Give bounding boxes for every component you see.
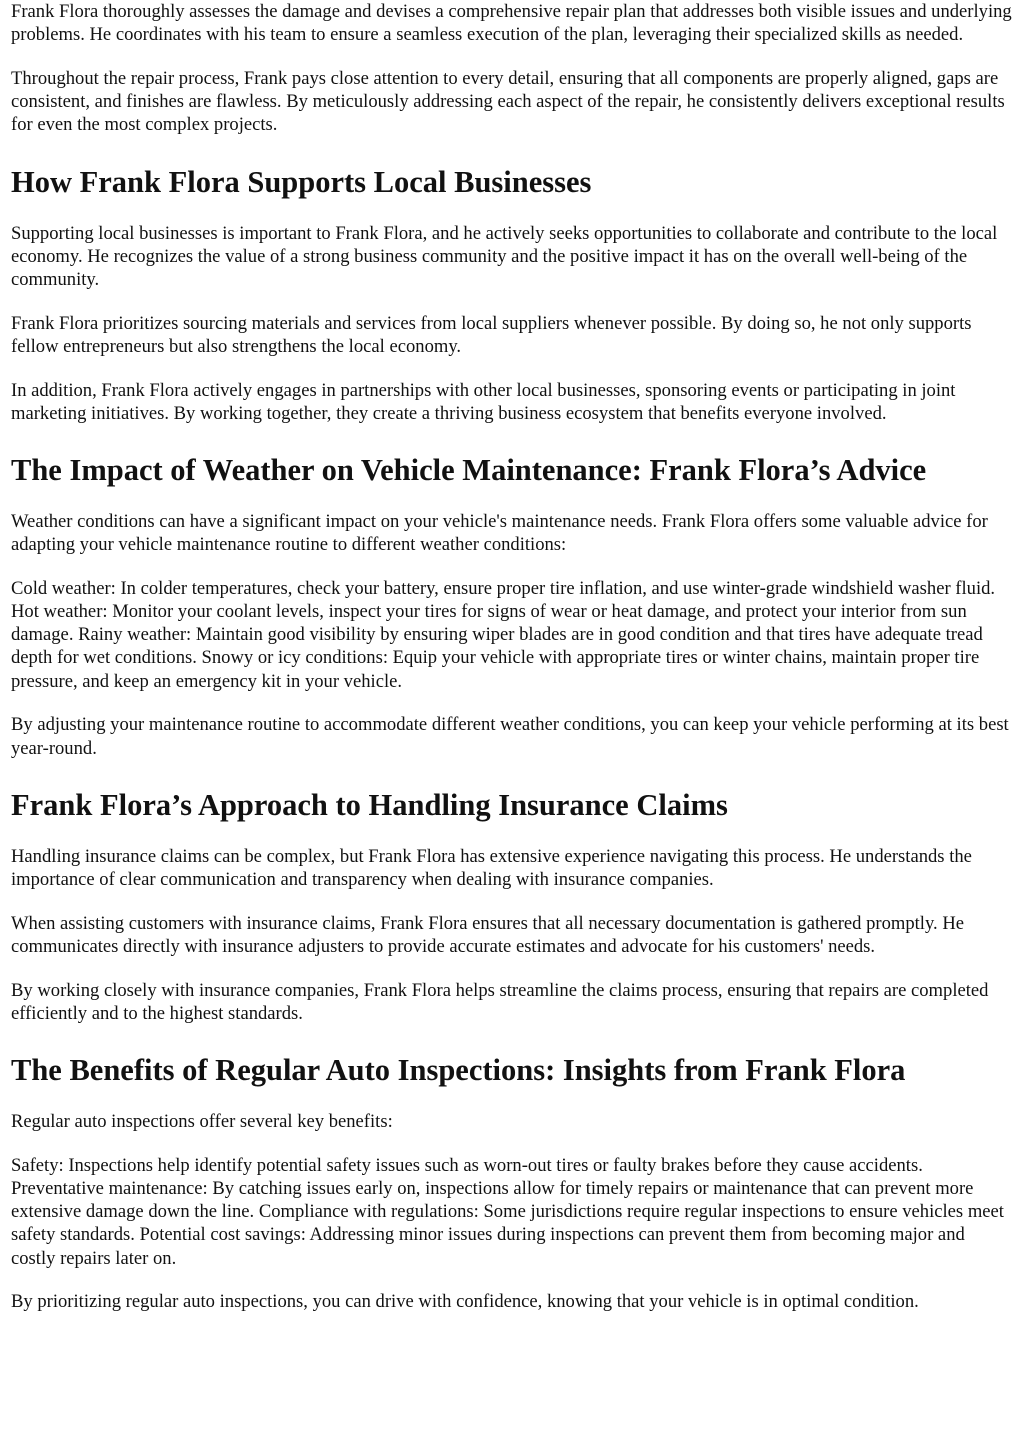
section-auto-inspections — [11, 1052, 1013, 1313]
paragraph: Handling insurance claims can be complex, but Frank Flora has extensive experience navigating this process. He understands the importance of clear communication and transparency when dealing with insurance companies. — [11, 845, 972, 890]
paragraph: By prioritizing regular auto inspections, you can drive with confidence, knowing that your vehicle is in optimal condition. — [11, 1291, 919, 1313]
section-heading: The Benefits of Regular Auto Inspections: Insights from Frank Flora — [11, 1052, 906, 1087]
paragraph: Frank Flora prioritizes sourcing materials and services from local suppliers whenever possible. By doing so, he not only supports fellow entrepreneurs but also strengthens the local economy. — [11, 312, 972, 357]
paragraph: Weather conditions can have a significant impact on your vehicle's maintenance needs. Frank Flora offers some valuable advice for adapting your vehicle maintenance routine to different weather conditions: — [11, 510, 988, 556]
section-repair-plan — [11, 0, 1013, 137]
paragraph: Cold weather: In colder temperatures, check your battery, ensure proper tire inflation, and use winter-grade windshield washer fluid. Hot weather: Monitor your coolant levels, inspect your tires for signs of wear or heat damage, and protect your interior from sun damage. Rainy weather: Maintain good visibility by ensuring wiper blades are in good condition and that tires have adequate tread depth for wet conditions. Snowy or icy conditions: Equip your vehicle with appropriate tires or winter chains, maintain proper tire pressure, and keep an emergency kit in your vehicle. — [11, 577, 996, 692]
section-local-businesses — [11, 164, 1013, 425]
paragraph: By working closely with insurance companies, Frank Flora helps streamline the claims process, ensuring that repairs are completed efficiently and to the highest standards. — [11, 979, 989, 1024]
paragraph: Frank Flora thoroughly assesses the damage and devises a comprehensive repair plan that addresses both visible issues and underlying problems. He coordinates with his team to ensure a seamless execution of the plan, leveraging their specialized skills as needed. — [11, 1, 1012, 46]
paragraph: Supporting local businesses is important to Frank Flora, and he actively seeks opportunities to collaborate and contribute to the local economy. He recognizes the value of a strong business community and the positive impact it has on the overall well-being of the community. — [11, 222, 998, 290]
section-heading: How Frank Flora Supports Local Businesses — [11, 164, 592, 199]
paragraph: Throughout the repair process, Frank pays close attention to every detail, ensuring that all components are properly aligned, gaps are consistent, and finishes are flawless. By meticulously addressing each aspect of the repair, he consistently delivers exceptional results for even the most complex projects. — [11, 67, 1005, 136]
paragraph: In addition, Frank Flora actively engages in partnerships with other local businesses, sponsoring events or participating in joint marketing initiatives. By working together, they create a thriving business ecosystem that benefits everyone involved. — [11, 379, 956, 424]
section-weather-advice — [11, 452, 1013, 760]
paragraph: Regular auto inspections offer several key benefits: — [11, 1110, 393, 1132]
section-heading: Frank Flora’s Approach to Handling Insurance Claims — [11, 787, 728, 822]
paragraph: When assisting customers with insurance claims, Frank Flora ensures that all necessary documentation is gathered promptly. He communicates directly with insurance adjusters to provide accurate estimates and advocate for his customers' needs. — [11, 912, 965, 957]
section-heading: The Impact of Weather on Vehicle Maintenance: Frank Flora’s Advice — [11, 452, 927, 487]
paragraph: Safety: Inspections help identify potential safety issues such as worn-out tires or faulty brakes before they cause accidents. Preventative maintenance: By catching issues early on, inspections allow for timely repairs or maintenance that can prevent more extensive damage down the line. Compliance with regulations: Some jurisdictions require regular inspections to ensure vehicles meet safety standards. Potential cost savings: Addressing minor issues during inspections can prevent them from becoming major and costly repairs later on. — [11, 1154, 1004, 1269]
section-insurance-claims — [11, 787, 1013, 1025]
paragraph: By adjusting your maintenance routine to accommodate different weather conditions, you can keep your vehicle performing at its best year-round. — [11, 714, 1009, 759]
